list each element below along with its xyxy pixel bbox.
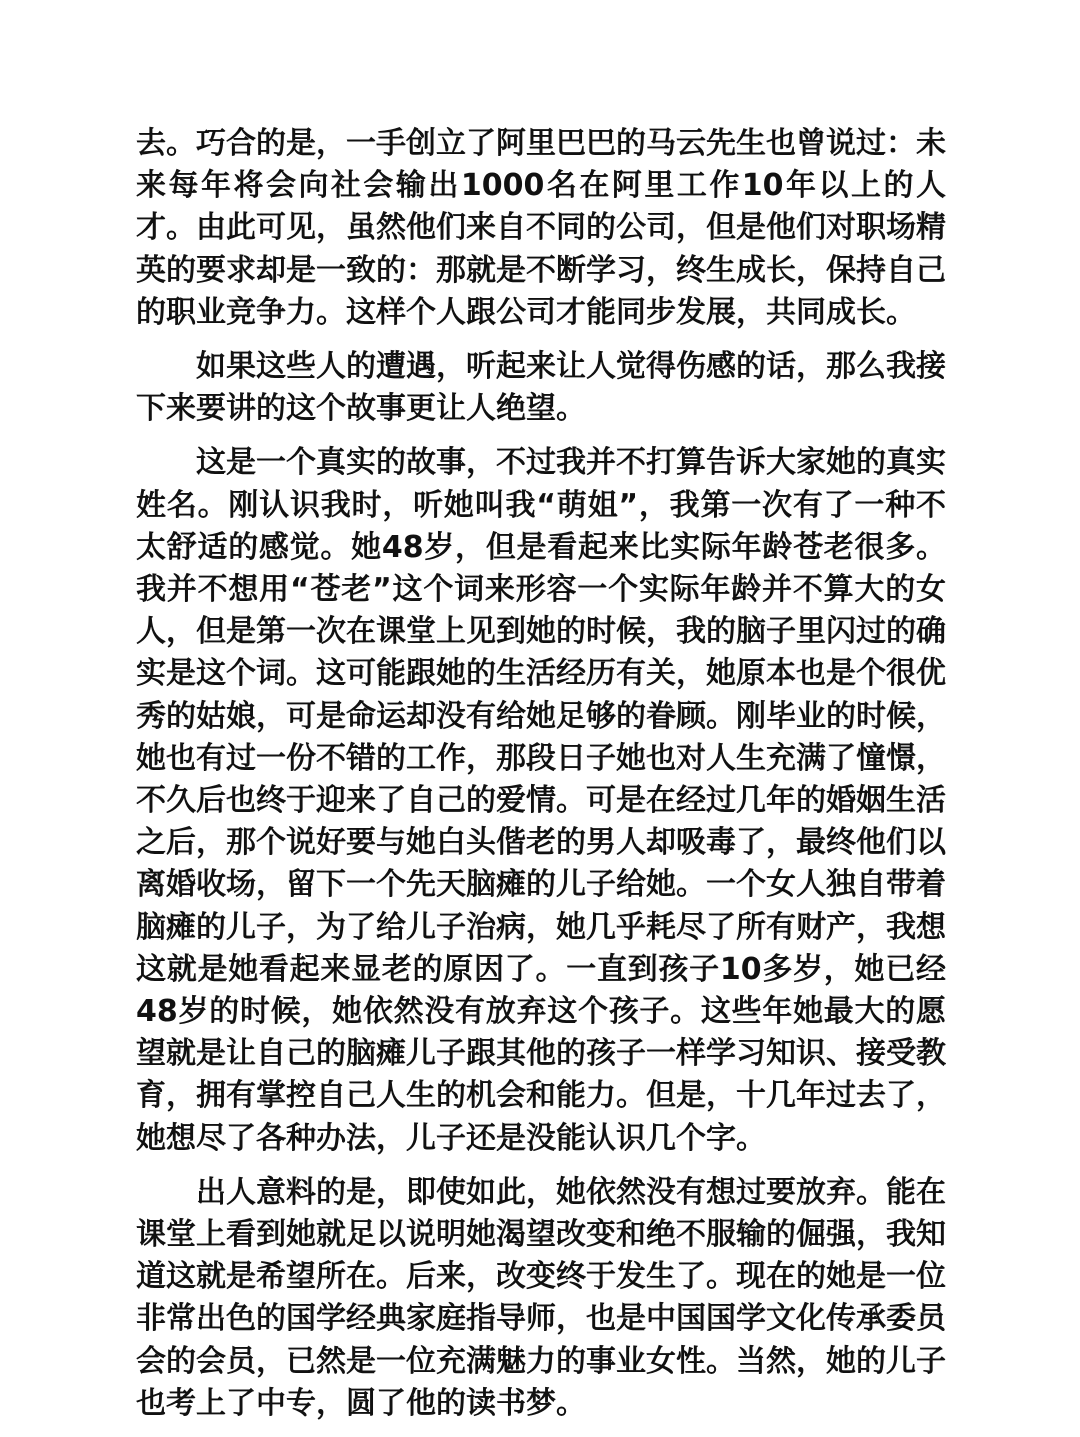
paragraph-1: 去。巧合的是，一手创立了阿里巴巴的马云先生也曾说过：未来每年将会向社会输出1000名在阿里工作10年以上的人才。由此可见，虽然他们来自不同的公司，但是他们对职场精英的要求却是一致的：那就是不断学习，终生成长，保持自己的职业竞争力。这样个人跟公司才能同步发展，共同成长。	[136, 126, 946, 330]
body-text	[136, 123, 946, 1437]
paragraph-3: 这是一个真实的故事，不过我并不打算告诉大家她的真实姓名。刚认识我时，听她叫我“萌姐”，我第一次有了一种不太舒适的感觉。她48岁，但是看起来比实际年龄苍老很多。我并不想用“苍老”这个词来形容一个实际年龄并不算大的女人，但是第一次在课堂上见到她的时候，我的脑子里闪过的确实是这个词。这可能跟她的生活经历有关，她原本也是个很优秀的姑娘，可是命运却没有给她足够的眷顾。刚毕业的时候，她也有过一份不错的工作，那段日子她也对人生充满了憧憬，不久后也终于迎来了自己的爱情。可是在经过几年的婚姻生活之后，那个说好要与她白头偕老的男人却吸毒了，最终他们以离婚收场，留下一个先天脑瘫的儿子给她。一个女人独自带着脑瘫的儿子，为了给儿子治病，她几乎耗尽了所有财产，我想这就是她看起来显老的原因了。一直到孩子10多岁，她已经48岁的时候，她依然没有放弃这个孩子。这些年她最大的愿望就是让自己的脑瘫儿子跟其他的孩子一样学习知识、接受教育，拥有掌控自己人生的机会和能力。但是，十几年过去了，她想尽了各种办法，儿子还是没能认识几个字。	[136, 445, 946, 1156]
paragraph-4: 出人意料的是，即使如此，她依然没有想过要放弃。能在课堂上看到她就足以说明她渴望改变和绝不服输的倔强，我知道这就是希望所在。后来，改变终于发生了。现在的她是一位非常出色的国学经典家庭指导师，也是中国国学文化传承委员会的会员，已然是一位充满魅力的事业女性。当然，她的儿子也考上了中专，圆了他的读书梦。	[136, 1174, 946, 1421]
paragraph-2: 如果这些人的遭遇，听起来让人觉得伤感的话，那么我接下来要讲的这个故事更让人绝望。	[136, 349, 946, 427]
